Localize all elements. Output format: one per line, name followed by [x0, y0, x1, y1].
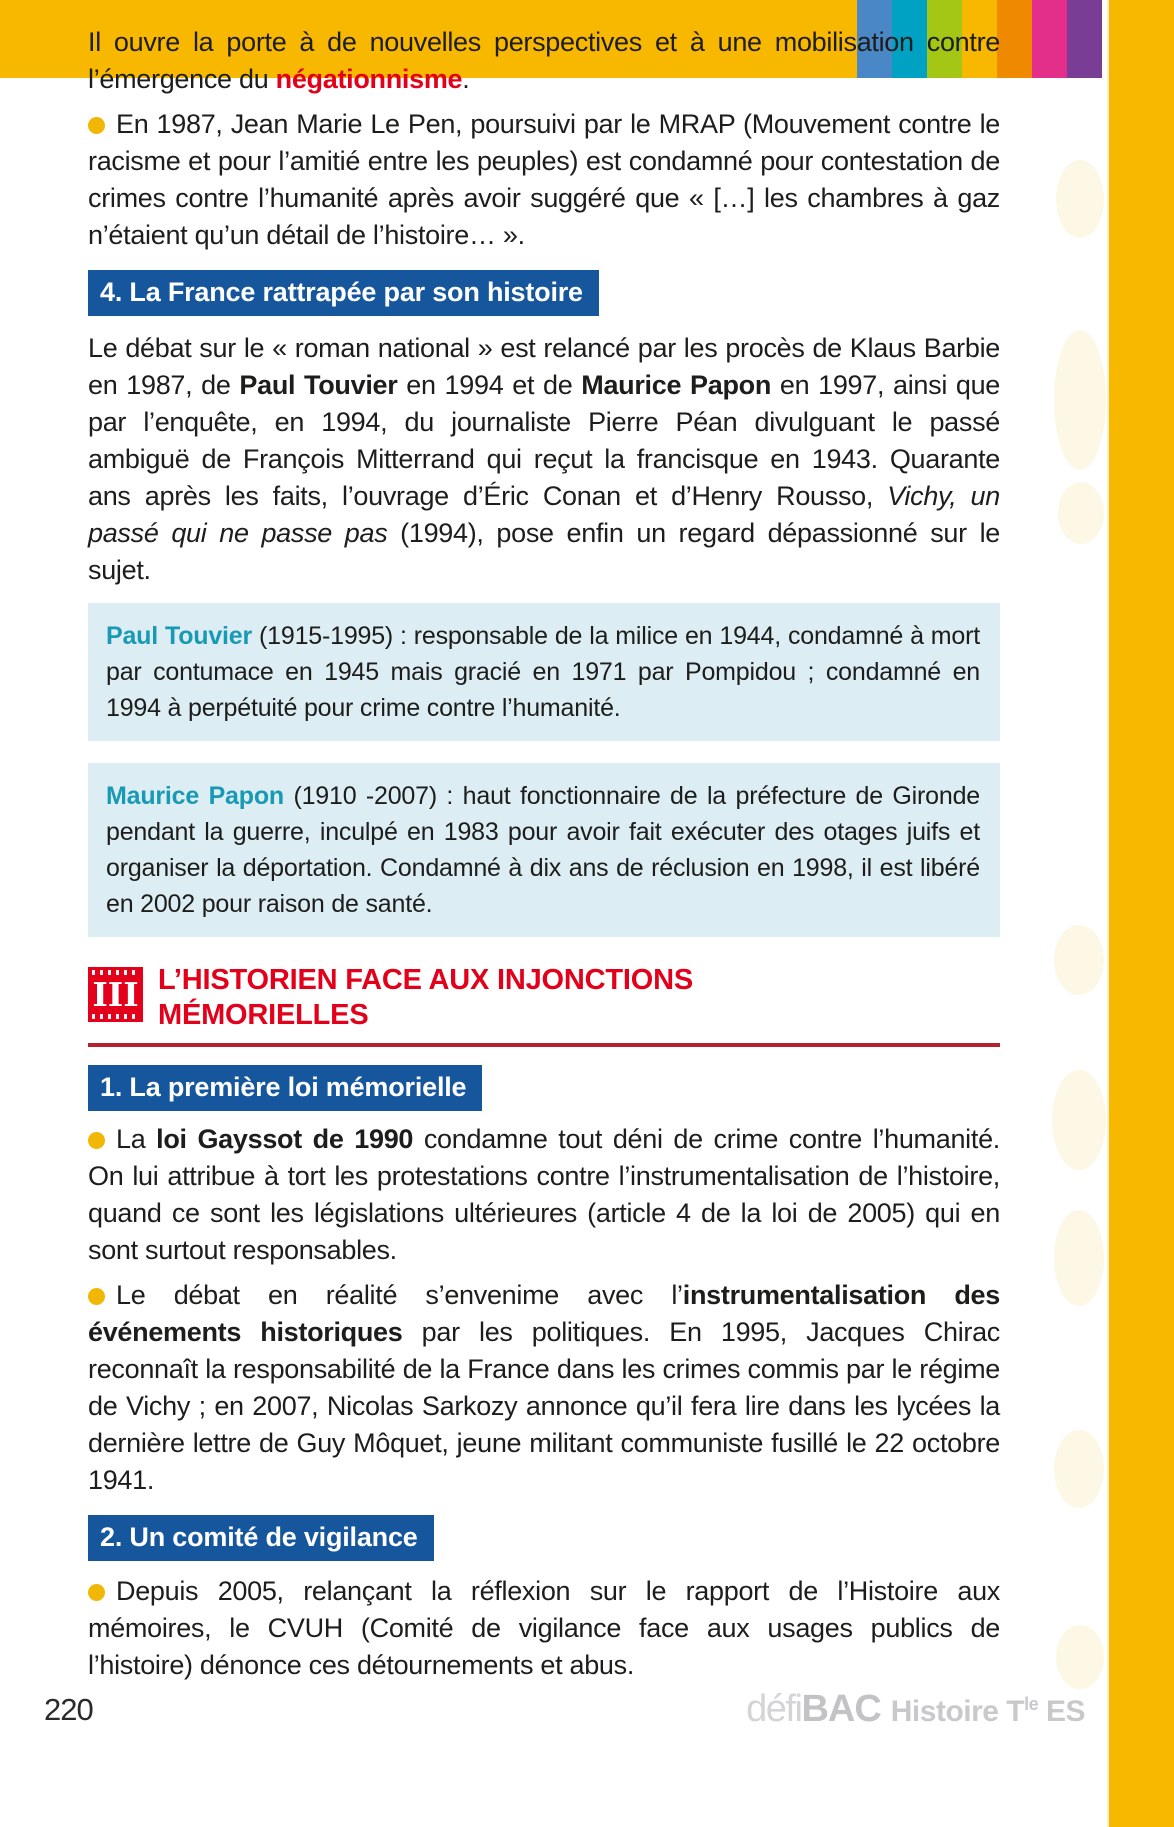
vichy-book-title: Vichy, un passé qui ne passe pas	[88, 481, 1000, 548]
section-divider-rule	[88, 1043, 1000, 1047]
defibac-brand-logo	[746, 1688, 1085, 1731]
section-3-numeral: III	[92, 975, 139, 1014]
section-3-numeral-badge	[88, 967, 143, 1022]
touvier-bold: Paul Touvier	[239, 370, 398, 400]
intro-text: Il ouvre la porte à de nouvelles perspectives et à une mobilisation contre l’émergence du	[88, 27, 1000, 94]
touvier-name: Paul Touvier	[106, 622, 253, 650]
loi-gayssot-bold: loi Gayssot de 1990	[156, 1124, 414, 1154]
papon-bio: (1910 -2007) : haut fonctionnaire de la préfecture de Gironde pendant la guerre, inculpé en 1983 pour avoir fait exécuter des otages juifs et organiser la déportation. Condamné à dix ans de réclusion en 1998, il est libéré en 2002 pour raison de santé.	[106, 782, 980, 918]
debate-run: en 1997, ainsi que par l’enquête, en 1994, du journaliste Pierre Péan divulguant le passé ambiguë de François Mitterrand qui reçut la francisque en 1943. Quarante ans après les faits, l’ouvrage d’Éric Conan et d’Henry Rousso,	[88, 370, 1001, 511]
brand-level: ES	[1038, 1695, 1085, 1728]
gayssot-run: La	[116, 1124, 157, 1154]
section-3-title-line2: MÉMORIELLES	[158, 999, 369, 1031]
debate-run: en 1994 et de	[397, 370, 582, 400]
debate-run: (1994), pose enfin un regard dépassionné sur le sujet.	[88, 518, 1000, 585]
papon-info-box	[88, 763, 1000, 937]
intro-text-end: .	[462, 64, 470, 94]
instrumentalisation-paragraph	[88, 1277, 1000, 1499]
intro-paragraph	[88, 24, 1000, 98]
brand-subject-text: Histoire T	[890, 1695, 1025, 1728]
brand-subject-superscript: le	[1024, 1694, 1039, 1714]
heading-1-wrap	[88, 1065, 1000, 1111]
negationnisme-highlight: négationnisme	[275, 64, 463, 94]
touvier-info-box	[88, 603, 1000, 741]
instr-run: par les politiques. En 1995, Jacques Chirac reconnaît la responsabilité de la France dans les crimes commis par le régime de Vichy ; en 2007, Nicolas Sarkozy annonce qu’il fera lire dans les lycées la dernière lettre de Guy Môquet, jeune militant communiste fusillé le 22 octobre 1941.	[88, 1317, 1000, 1495]
section-3-title	[158, 963, 693, 1033]
instrumentalisation-bold: instrumentalisation des événements historiques	[88, 1280, 1000, 1347]
papon-name: Maurice Papon	[106, 782, 284, 810]
gayssot-paragraph	[88, 1121, 1000, 1269]
bullet-icon	[88, 117, 105, 134]
instr-run: Le débat en réalité s’envenime avec l’	[116, 1280, 683, 1310]
brand-bac: BAC	[801, 1688, 881, 1730]
heading-premiere-loi: 1. La première loi mémorielle	[88, 1065, 482, 1111]
bullet-icon	[88, 1584, 105, 1601]
heading-comite-vigilance: 2. Un comité de vigilance	[88, 1515, 434, 1561]
lepen-paragraph	[88, 106, 1000, 254]
gayssot-run: condamne tout déni de crime contre l’humanité. On lui attribue à tort les protestations contre l’instrumentalisation de l’histoire, quand ce sont les législations ultérieures (article 4 de la loi de 2005) qui en sont surtout responsables.	[88, 1124, 1000, 1265]
cvuh-text: Depuis 2005, relançant la réflexion sur le rapport de l’Histoire aux mémoires, le CVUH (Comité de vigilance face aux usages publics de l’histoire) dénonce ces détournements et abus.	[88, 1576, 1000, 1680]
papon-bold: Maurice Papon	[581, 370, 772, 400]
brand-defi: défi	[746, 1688, 802, 1730]
debate-run: Le débat sur le « roman national » est relancé par les procès de Klaus Barbie en 1987, de	[88, 333, 1000, 400]
heading-france-rattrapee: 4. La France rattrapée par son histoire	[88, 270, 599, 316]
page-number: 220	[44, 1692, 93, 1727]
lepen-text: En 1987, Jean Marie Le Pen, poursuivi par le MRAP (Mouvement contre le racisme et pour l’amitié entre les peuples) est condamné pour contestation de crimes contre l’humanité après avoir suggéré que « […] les chambres à gaz n’étaient qu’un détail de l’histoire… ».	[88, 109, 1000, 250]
section-3-header	[88, 963, 1000, 1033]
brand-subject	[891, 1695, 1085, 1728]
debate-paragraph	[88, 330, 1000, 589]
heading-4-wrap	[88, 270, 1000, 316]
cvuh-paragraph	[88, 1573, 1000, 1684]
section-3-title-line1: L’HISTORIEN FACE AUX INJONCTIONS	[158, 964, 693, 996]
touvier-bio: (1915-1995) : responsable de la milice en 1944, condamné à mort par contumace en 1945 mais gracié en 1971 par Pompidou ; condamné en 1994 à perpétuité pour crime contre l’humanité.	[106, 622, 981, 722]
heading-2-wrap	[88, 1515, 1000, 1561]
bullet-icon	[88, 1132, 105, 1149]
bullet-icon	[88, 1288, 105, 1305]
